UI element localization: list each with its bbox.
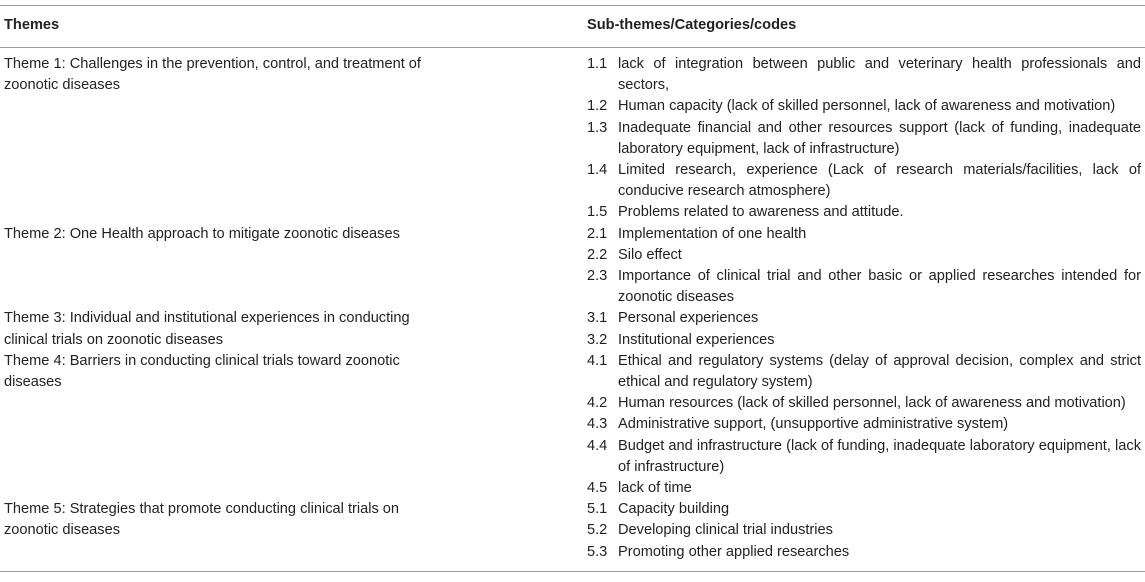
- subtheme-number: 4.2: [587, 395, 608, 412]
- themes-table: [0, 5, 1145, 572]
- subtheme-item: [587, 96, 1145, 117]
- theme-cell: [0, 48, 587, 224]
- theme-label: Theme 4: Barriers in conducting clinical trials toward zoonotic diseases: [4, 352, 400, 391]
- theme-label: Theme 1: Challenges in the prevention, control, and treatment of zoonotic diseases: [4, 56, 421, 94]
- subtheme-label: lack of time: [618, 480, 692, 497]
- table-row: [0, 48, 1145, 224]
- subtheme-number: 1.3: [587, 119, 608, 136]
- subtheme-number: 1.2: [587, 98, 608, 115]
- theme-cell: [0, 351, 587, 499]
- subtheme-label: Implementation of one health: [618, 225, 807, 242]
- subtheme-number: 4.3: [587, 416, 608, 433]
- theme-cell: [0, 499, 587, 571]
- subtheme-item: [587, 224, 1145, 245]
- subtheme-number: 5.2: [587, 522, 608, 539]
- subtheme-number: 2.3: [587, 268, 608, 285]
- table-row: [0, 224, 1145, 309]
- subtheme-item: [587, 436, 1145, 478]
- subthemes-cell: [587, 308, 1145, 350]
- subtheme-number: 3.2: [587, 331, 608, 348]
- subtheme-number: 5.1: [587, 501, 608, 518]
- subtheme-label: Importance of clinical trial and other basic or applied researches intended for zoonotic diseases: [618, 268, 1141, 306]
- subtheme-item: [587, 245, 1145, 266]
- subtheme-item: [587, 499, 1145, 520]
- subtheme-item: [587, 351, 1145, 393]
- subthemes-cell: [587, 499, 1145, 571]
- subtheme-number: 1.4: [587, 162, 608, 179]
- theme-cell: [0, 308, 587, 350]
- header-subthemes: Sub-themes/Categories/codes: [587, 6, 1145, 48]
- subtheme-item: [587, 520, 1145, 541]
- subtheme-number: 4.4: [587, 437, 608, 454]
- subtheme-label: Budget and infrastructure (lack of funding, inadequate laboratory equipment, lack of infrastructure): [618, 437, 1141, 475]
- subtheme-label: Problems related to awareness and attitude.: [618, 204, 904, 221]
- subtheme-label: Personal experiences: [618, 310, 759, 327]
- theme-label: Theme 3: Individual and institutional experiences in conducting clinical trials on zoonotic diseases: [4, 310, 410, 348]
- theme-label: Theme 2: One Health approach to mitigate zoonotic diseases: [4, 225, 400, 242]
- subtheme-label: Human resources (lack of skilled personnel, lack of awareness and motivation): [618, 395, 1126, 412]
- subtheme-label: Promoting other applied researches: [618, 543, 850, 560]
- subtheme-item: [587, 393, 1145, 414]
- subtheme-number: 4.1: [587, 352, 608, 369]
- table-row: [0, 308, 1145, 350]
- subtheme-label: Developing clinical trial industries: [618, 522, 833, 539]
- subtheme-item: [587, 330, 1145, 351]
- subtheme-number: 1.5: [587, 204, 608, 221]
- subtheme-label: Administrative support, (unsupportive administrative system): [618, 416, 1009, 433]
- subthemes-cell: [587, 48, 1145, 224]
- header-themes: Themes: [0, 6, 587, 48]
- subtheme-item: [587, 160, 1145, 202]
- subtheme-number: 3.1: [587, 310, 608, 327]
- table-row: [0, 351, 1145, 499]
- subtheme-item: [587, 414, 1145, 435]
- subtheme-item: [587, 266, 1145, 308]
- theme-cell: [0, 224, 587, 309]
- subtheme-label: Inadequate financial and other resources support (lack of funding, inadequate laboratory equipment, lack of infrastructure): [618, 119, 1141, 157]
- subtheme-number: 1.1: [587, 56, 608, 72]
- subtheme-item: [587, 202, 1145, 223]
- subtheme-item: [587, 542, 1145, 563]
- table-row: [0, 499, 1145, 571]
- subtheme-item: [587, 118, 1145, 160]
- subthemes-cell: [587, 351, 1145, 499]
- subtheme-label: Capacity building: [618, 501, 730, 518]
- subtheme-number: 4.5: [587, 480, 608, 497]
- subtheme-number: 5.3: [587, 543, 608, 560]
- subtheme-item: [587, 54, 1145, 96]
- subtheme-label: Institutional experiences: [618, 331, 775, 348]
- subtheme-label: Silo effect: [618, 246, 682, 263]
- subtheme-label: lack of integration between public and veterinary health professionals and sectors,: [618, 56, 1141, 94]
- subtheme-number: 2.2: [587, 246, 608, 263]
- subtheme-item: [587, 478, 1145, 499]
- subtheme-label: Human capacity (lack of skilled personnel, lack of awareness and motivation): [618, 98, 1116, 115]
- subtheme-item: [587, 308, 1145, 329]
- subtheme-label: Limited research, experience (Lack of research materials/facilities, lack of conducive research atmosphere): [618, 162, 1141, 200]
- subtheme-number: 2.1: [587, 225, 608, 242]
- subtheme-label: Ethical and regulatory systems (delay of approval decision, complex and strict ethical and regulatory system): [618, 352, 1141, 391]
- header-row: [0, 6, 1145, 48]
- theme-label: Theme 5: Strategies that promote conducting clinical trials on zoonotic diseases: [4, 501, 400, 539]
- table-body: [0, 48, 1145, 572]
- subthemes-cell: [587, 224, 1145, 309]
